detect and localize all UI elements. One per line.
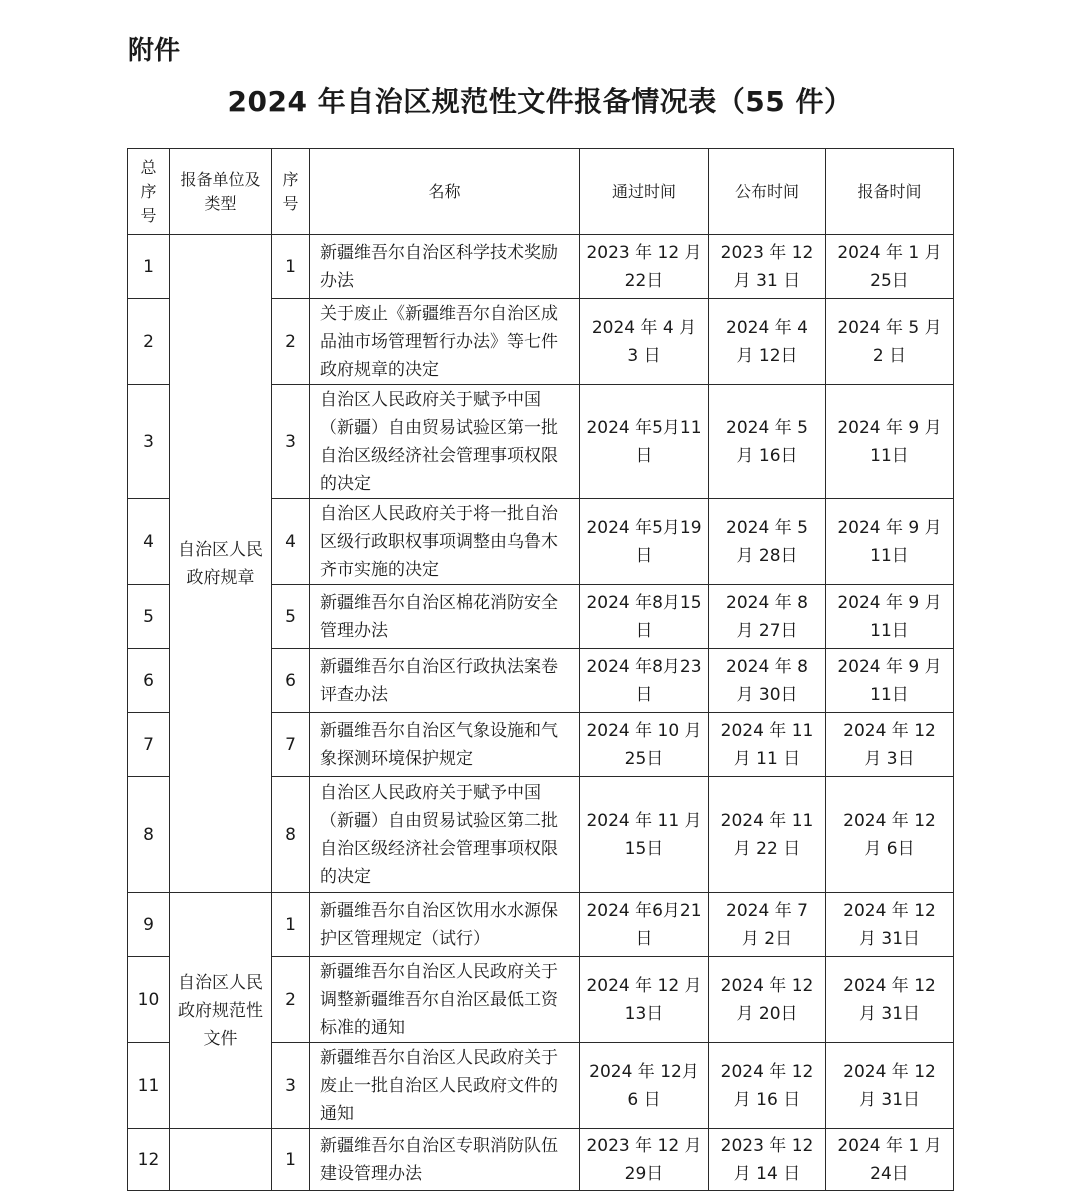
published-cell: 2023 年 12 月 31 日 [709, 235, 826, 299]
passed-cell: 2024 年5月19 日 [580, 499, 709, 585]
total-no-cell: 8 [128, 777, 170, 893]
total-no-cell: 2 [128, 299, 170, 385]
filed-cell: 2024 年 9 月 11日 [826, 649, 954, 713]
published-cell: 2024 年 11 月 22 日 [709, 777, 826, 893]
published-cell: 2024 年 7 月 2日 [709, 893, 826, 957]
passed-cell: 2024 年5月11 日 [580, 385, 709, 499]
passed-cell: 2024 年8月23 日 [580, 649, 709, 713]
total-no-cell: 10 [128, 957, 170, 1043]
filing-table [127, 148, 954, 1191]
passed-cell: 2024 年6月21 日 [580, 893, 709, 957]
total-no-cell: 12 [128, 1129, 170, 1191]
filed-cell: 2024 年 9 月 11日 [826, 585, 954, 649]
header-unit: 报备单位及类型 [170, 149, 272, 235]
unit-cell-gov-normative-docs: 自治区人民政府规范性文件 [170, 893, 272, 1129]
name-cell: 关于废止《新疆维吾尔自治区成品油市场管理暂行办法》等七件政府规章的决定 [310, 299, 580, 385]
header-total-no: 总序号 [128, 149, 170, 235]
name-cell: 新疆维吾尔自治区科学技术奖励办法 [310, 235, 580, 299]
published-cell: 2024 年 4 月 12日 [709, 299, 826, 385]
total-no-cell: 11 [128, 1043, 170, 1129]
seq-cell: 6 [272, 649, 310, 713]
name-cell: 新疆维吾尔自治区行政执法案卷评查办法 [310, 649, 580, 713]
seq-cell: 2 [272, 299, 310, 385]
name-cell: 新疆维吾尔自治区人民政府关于调整新疆维吾尔自治区最低工资标准的通知 [310, 957, 580, 1043]
name-cell: 新疆维吾尔自治区人民政府关于废止一批自治区人民政府文件的通知 [310, 1043, 580, 1129]
header-filed: 报备时间 [826, 149, 954, 235]
header-name: 名称 [310, 149, 580, 235]
seq-cell: 8 [272, 777, 310, 893]
page-title: 2024 年自治区规范性文件报备情况表（55 件） [227, 85, 853, 118]
header-published: 公布时间 [709, 149, 826, 235]
filed-cell: 2024 年 1 月 25日 [826, 235, 954, 299]
published-cell: 2024 年 8 月 30日 [709, 649, 826, 713]
name-cell: 新疆维吾尔自治区专职消防队伍建设管理办法 [310, 1129, 580, 1191]
filed-cell: 2024 年 12 月 31日 [826, 957, 954, 1043]
header-row [128, 149, 954, 235]
seq-cell: 7 [272, 713, 310, 777]
unit-cell-empty [170, 1129, 272, 1191]
seq-cell: 5 [272, 585, 310, 649]
seq-cell: 3 [272, 1043, 310, 1129]
total-no-cell: 6 [128, 649, 170, 713]
published-cell: 2024 年 11 月 11 日 [709, 713, 826, 777]
table-row [128, 1129, 954, 1191]
seq-cell: 1 [272, 1129, 310, 1191]
passed-cell: 2024 年 4 月 3 日 [580, 299, 709, 385]
seq-cell: 1 [272, 893, 310, 957]
published-cell: 2023 年 12 月 14 日 [709, 1129, 826, 1191]
passed-cell: 2024 年 11 月 15日 [580, 777, 709, 893]
total-no-cell: 7 [128, 713, 170, 777]
total-no-cell: 4 [128, 499, 170, 585]
published-cell: 2024 年 5 月 28日 [709, 499, 826, 585]
passed-cell: 2024 年8月15 日 [580, 585, 709, 649]
passed-cell: 2024 年 12 月 13日 [580, 957, 709, 1043]
filed-cell: 2024 年 12 月 31日 [826, 1043, 954, 1129]
name-cell: 自治区人民政府关于赋予中国（新疆）自由贸易试验区第二批自治区级经济社会管理事项权限的决定 [310, 777, 580, 893]
passed-cell: 2024 年 12月6 日 [580, 1043, 709, 1129]
header-passed: 通过时间 [580, 149, 709, 235]
filed-cell: 2024 年 9 月 11日 [826, 385, 954, 499]
unit-cell-gov-rules: 自治区人民政府规章 [170, 235, 272, 893]
published-cell: 2024 年 12 月 16 日 [709, 1043, 826, 1129]
table-row [128, 235, 954, 299]
name-cell: 新疆维吾尔自治区棉花消防安全管理办法 [310, 585, 580, 649]
total-no-cell: 3 [128, 385, 170, 499]
filed-cell: 2024 年 12 月 31日 [826, 893, 954, 957]
filed-cell: 2024 年 5 月 2 日 [826, 299, 954, 385]
published-cell: 2024 年 12 月 20日 [709, 957, 826, 1043]
published-cell: 2024 年 8 月 27日 [709, 585, 826, 649]
attachment-label: 附件 [128, 36, 181, 66]
filed-cell: 2024 年 9 月 11日 [826, 499, 954, 585]
seq-cell: 4 [272, 499, 310, 585]
passed-cell: 2023 年 12 月 22日 [580, 235, 709, 299]
seq-cell: 2 [272, 957, 310, 1043]
name-cell: 新疆维吾尔自治区气象设施和气象探测环境保护规定 [310, 713, 580, 777]
passed-cell: 2023 年 12 月 29日 [580, 1129, 709, 1191]
total-no-cell: 9 [128, 893, 170, 957]
name-cell: 自治区人民政府关于将一批自治区级行政职权事项调整由乌鲁木齐市实施的决定 [310, 499, 580, 585]
published-cell: 2024 年 5 月 16日 [709, 385, 826, 499]
seq-cell: 1 [272, 235, 310, 299]
total-no-cell: 1 [128, 235, 170, 299]
table-row [128, 893, 954, 957]
filed-cell: 2024 年 12 月 3日 [826, 713, 954, 777]
filed-cell: 2024 年 1 月 24日 [826, 1129, 954, 1191]
filed-cell: 2024 年 12 月 6日 [826, 777, 954, 893]
name-cell: 自治区人民政府关于赋予中国（新疆）自由贸易试验区第一批自治区级经济社会管理事项权限的决定 [310, 385, 580, 499]
passed-cell: 2024 年 10 月 25日 [580, 713, 709, 777]
seq-cell: 3 [272, 385, 310, 499]
total-no-cell: 5 [128, 585, 170, 649]
name-cell: 新疆维吾尔自治区饮用水水源保护区管理规定（试行） [310, 893, 580, 957]
header-seq: 序号 [272, 149, 310, 235]
